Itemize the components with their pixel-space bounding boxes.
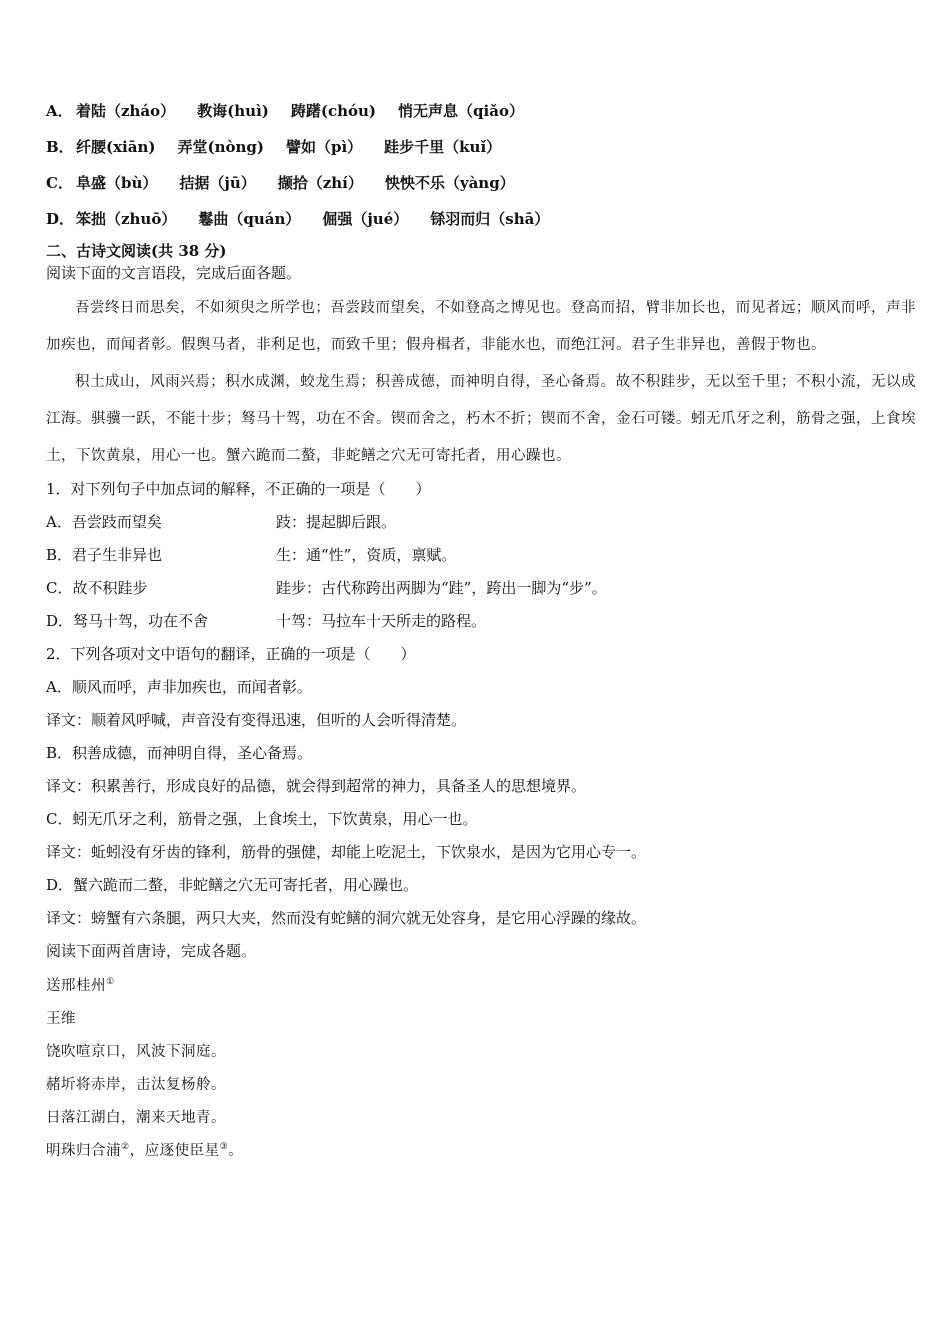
- section-title: 二、古诗文阅读(共 38 分): [46, 242, 227, 260]
- footnote-marker: ②: [121, 1142, 130, 1153]
- option-d: D． 笨拙（zhuō） 鬈曲（quán） 倔强（jué） 铩羽而归（shā）: [46, 210, 550, 228]
- question-1-choice-a: A．吾尝跂而望矣 跂：提起脚后跟。: [46, 513, 397, 531]
- option-b: B． 纤腰(xiān) 弄堂(nòng) 譬如（pì） 跬步千里（kuǐ）: [46, 138, 502, 156]
- question-2-line: B．积善成德，而神明自得，圣心备焉。: [46, 744, 313, 762]
- passage-paragraph-1: 吾尝终日而思矣，不如须臾之所学也；吾尝跂而望矣，不如登高之博见也。登高而招，臂非加长也，而见者远；顺风而呼，声非加疾也，而闻者彰。假舆马者，非利足也，而致千里；假舟楫者，非能水也，而绝江河。君子生非异也，善假于物也。: [46, 300, 916, 353]
- question-1: [46, 475, 916, 640]
- question-1-choice-b: B．君子生非异也 生：通“性”，资质，禀赋。: [46, 546, 457, 564]
- question-1-choice-c: C．故不积跬步 跬步：古代称跨出两脚为“跬”，跨出一脚为“步”。: [46, 579, 607, 597]
- poem-title: 送邢桂州①: [46, 977, 115, 994]
- instruction-poems: 阅读下面两首唐诗，完成各题。: [46, 942, 257, 960]
- question-2: [46, 640, 916, 937]
- question-2-line: C．蚓无爪牙之利，筋骨之强，上食埃土，下饮黄泉，用心一也。: [46, 810, 478, 828]
- poem-line: 赭圻将赤岸，击汰复杨舲。: [46, 1077, 226, 1093]
- footnote-marker: ③: [219, 1142, 229, 1153]
- question-2-line: 译文：蚯蚓没有牙齿的锋利，筋骨的强健，却能上吃泥土，下饮泉水，是因为它用心专一。: [46, 843, 647, 861]
- option-a: A． 着陆（zháo） 教诲(huì) 踌躇(chóu) 悄无声息（qiǎo）: [46, 102, 524, 120]
- poem-line: 日落江湖白，潮来天地青。: [46, 1110, 226, 1126]
- poem-line: 饶吹喧京口，风波下洞庭。: [46, 1044, 226, 1060]
- pronunciation-options: [46, 96, 916, 240]
- instruction-classical: 阅读下面的文言语段，完成后面各题。: [46, 264, 302, 282]
- question-2-stem: 2．下列各项对文中语句的翻译，正确的一项是（ ）: [46, 645, 416, 663]
- question-2-line: 译文：顺着风呼喊，声音没有变得迅速，但听的人会听得清楚。: [46, 711, 467, 729]
- poem-line: 明珠归合浦②，应逐使臣星③。: [46, 1142, 244, 1159]
- poem: [46, 970, 916, 1168]
- question-2-line: 译文：积累善行，形成良好的品德，就会得到超常的神力，具备圣人的思想境界。: [46, 777, 587, 795]
- question-2-line: D．蟹六跪而二螯，非蛇鳝之穴无可寄托者，用心躁也。: [46, 876, 419, 894]
- question-1-choice-d: D．驽马十驾，功在不舍 十驾：马拉车十天所走的路程。: [46, 612, 487, 630]
- question-1-stem: 1．对下列句子中加点词的解释，不正确的一项是（ ）: [46, 480, 431, 498]
- option-c: C． 阜盛（bù） 拮据（jū） 撷拾（zhí） 怏怏不乐（yàng）: [46, 174, 515, 192]
- passage-paragraph-2: 积土成山，风雨兴焉；积水成渊，蛟龙生焉；积善成德，而神明自得，圣心备焉。故不积跬步，无以至千里；不积小流，无以成江海。骐骥一跃，不能十步；驽马十驾，功在不舍。锲而舍之，朽木不折；锲而不舍，金石可镂。蚓无爪牙之利，筋骨之强，上食埃土，下饮黄泉，用心一也。蟹六跪而二螯，非蛇鳝之穴无可寄托者，用心躁也。: [46, 374, 916, 464]
- question-2-line: A．顺风而呼，声非加疾也，而闻者彰。: [46, 678, 312, 696]
- footnote-marker: ①: [106, 977, 115, 988]
- poem-author: 王维: [46, 1011, 76, 1027]
- document-page: [46, 96, 916, 1168]
- question-2-line: 译文：螃蟹有六条腿，两只大夹，然而没有蛇鳝的洞穴就无处容身，是它用心浮躁的缘故。: [46, 909, 647, 927]
